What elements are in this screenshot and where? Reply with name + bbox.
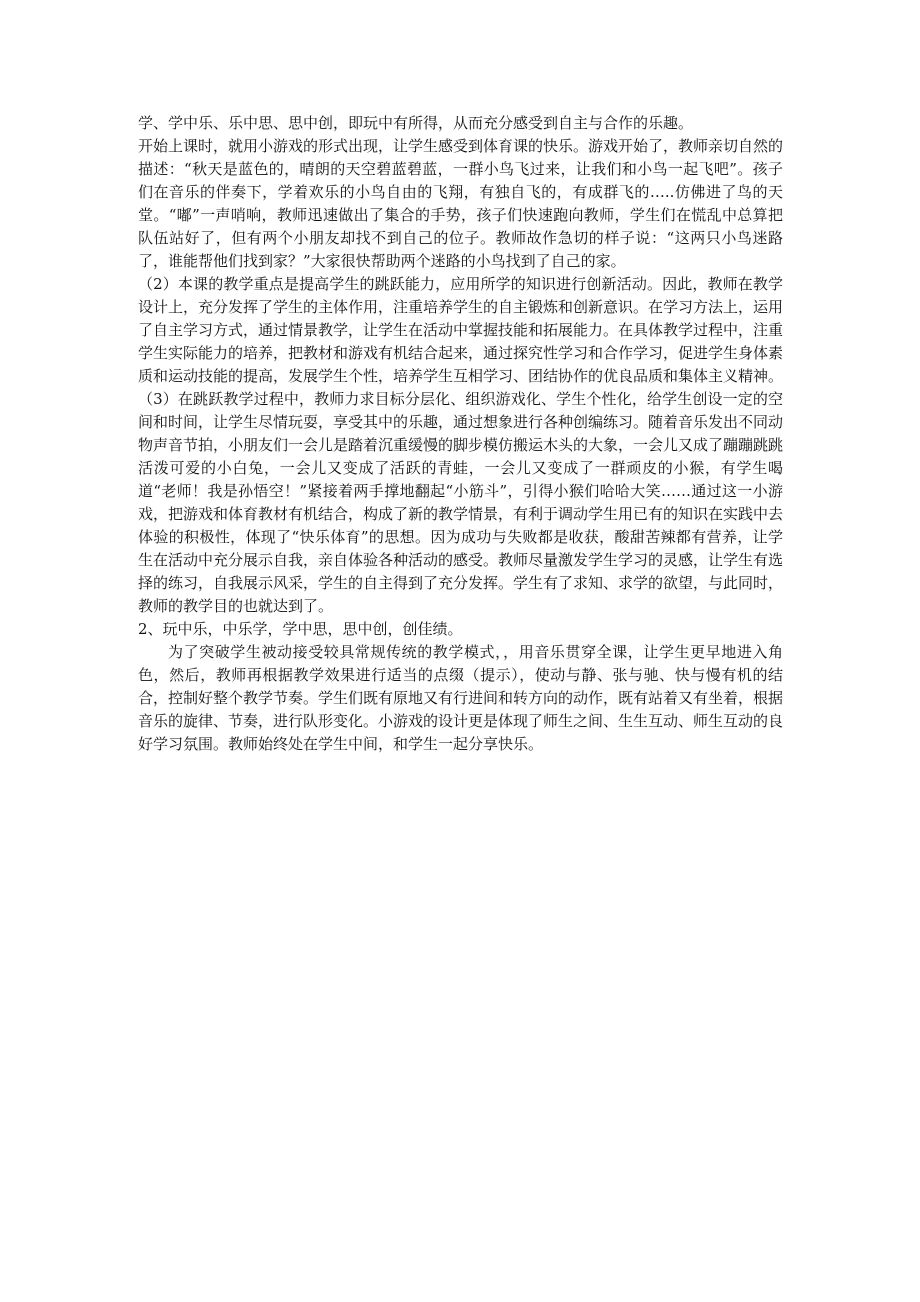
document-page: [138, 112, 783, 756]
paragraph-point-3: （3）在跳跃教学过程中，教师力求目标分层化、组织游戏化、学生个性化，给学生创设一定的空间和时间，让学生尽情玩耍，享受其中的乐趣，通过想象进行各种创编练习。随着音乐发出不同动物声音节拍，小朋友们一会儿是踏着沉重缓慢的脚步模仿搬运木头的大象，一会儿又成了蹦蹦跳跳活泼可爱的小白兔，一会儿又变成了活跃的青蛙，一会儿又变成了一群顽皮的小猴，有学生喝道“老师！我是孙悟空！”紧接着两手撑地翻起“小筋斗”，引得小猴们哈哈大笑……通过这一小游戏，把游戏和体育教材有机结合，构成了新的教学情景，有利于调动学生用已有的知识在实践中去体验的积极性，体现了“快乐体育”的思想。因为成功与失败都是收获，酸甜苦辣都有营养，让学生在活动中充分展示自我，亲自体验各种活动的感受。教师尽量激发学生学习的灵感，让学生有选择的练习，自我展示风采，学生的自主得到了充分发挥。学生有了求知、求学的欲望，与此同时，教师的教学目的也就达到了。: [138, 390, 784, 615]
paragraph-point-2: （2）本课的教学重点是提高学生的跳跃能力，应用所学的知识进行创新活动。因此，教师在教学设计上，充分发挥了学生的主体作用，注重培养学生的自主锻炼和创新意识。在学习方法上，运用了自主学习方式，通过情景教学，让学生在活动中掌握技能和拓展能力。在具体教学过程中，注重学生实际能力的培养，把教材和游戏有机结合起来，通过探究性学习和合作学习，促进学生身体素质和运动技能的提高，发展学生个性，培养学生互相学习、团结协作的优良品质和集体主义精神。: [138, 275, 784, 385]
section-heading: 2、玩中乐，中乐学，学中思，思中创，创佳绩。: [138, 620, 463, 638]
paragraph-final: 为了突破学生被动接受较具常规传统的教学模式，，用音乐贯穿全课，让学生更早地进入角色，然后，教师再根据教学效果进行适当的点缀（提示），使动与静、张与驰、快与慢有机的结合，控制好整个教学节奏。学生们既有原地又有行进间和转方向的动作，既有站着又有坐着，根据音乐的旋律、节奏，进行队形变化。小游戏的设计更是体现了师生之间、生生互动、师生互动的良好学习氛围。教师始终处在学生中间，和学生一起分享快乐。: [138, 643, 784, 753]
paragraph-class-start: 开始上课时，就用小游戏的形式出现，让学生感受到体育课的快乐。游戏开始了，教师亲切自然的描述：“秋天是蓝色的，晴朗的天空碧蓝碧蓝，一群小鸟飞过来，让我们和小鸟一起飞吧”。孩子们在音乐的伴奏下，学着欢乐的小鸟自由的飞翔，有独自飞的，有成群飞的…..仿佛进了鸟的天堂。“嘟”一声哨响，教师迅速做出了集合的手势，孩子们快速跑向教师，学生们在慌乱中总算把队伍站好了，但有两个小朋友却找不到自己的位子。教师故作急切的样子说：“这两只小鸟迷路了，谁能帮他们找到家？”大家很快帮助两个迷路的小鸟找到了自己的家。: [138, 137, 784, 270]
paragraph-continuation: 学、学中乐、乐中思、思中创，即玩中有所得，从而充分感受到自主与合作的乐趣。: [138, 114, 694, 132]
